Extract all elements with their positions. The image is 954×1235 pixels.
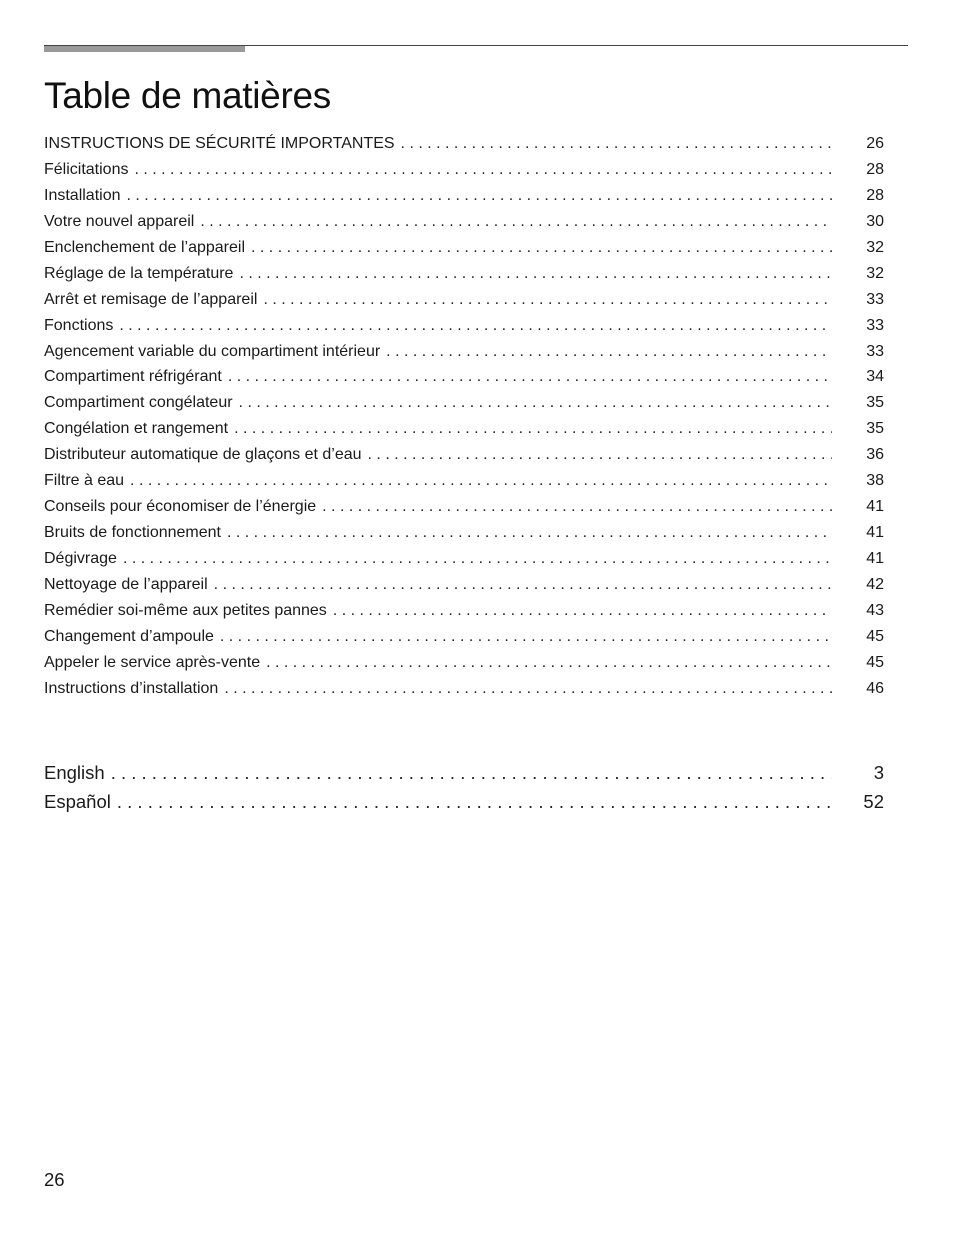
dot-leader: [117, 787, 832, 816]
language-entry[interactable]: [44, 787, 884, 816]
toc-entry-page: 33: [866, 290, 884, 308]
toc-entry-page: 32: [866, 238, 884, 256]
dot-leader: [119, 313, 832, 339]
toc-entry[interactable]: [44, 390, 884, 416]
toc-entry-page: 41: [866, 524, 884, 542]
toc-entry[interactable]: [44, 416, 884, 442]
dot-leader: [127, 183, 833, 209]
language-entry[interactable]: [44, 758, 884, 787]
toc-entry-label: Installation: [44, 186, 121, 204]
toc-entry[interactable]: [44, 287, 884, 313]
toc-entry[interactable]: [44, 676, 884, 702]
dot-leader: [227, 520, 832, 546]
toc-entry[interactable]: [44, 131, 884, 157]
toc-entry-page: 43: [866, 601, 884, 619]
toc-entry-page: 45: [866, 653, 884, 671]
language-entry-label: English: [44, 762, 105, 783]
toc-entry-page: 30: [866, 212, 884, 230]
toc-entry[interactable]: [44, 313, 884, 339]
dot-leader: [386, 339, 832, 365]
toc-entry[interactable]: [44, 364, 884, 390]
toc-entry-label: INSTRUCTIONS DE SÉCURITÉ IMPORTANTES: [44, 135, 395, 152]
toc-entry-label: Changement d’ampoule: [44, 627, 214, 645]
toc-entry[interactable]: [44, 339, 884, 365]
toc-entry[interactable]: [44, 468, 884, 494]
dot-leader: [220, 624, 832, 650]
dot-leader: [239, 261, 832, 287]
toc-entry-page: 46: [866, 679, 884, 697]
toc-entry-page: 32: [866, 264, 884, 282]
toc-entry-label: Félicitations: [44, 160, 129, 178]
toc-entry-page: 28: [866, 186, 884, 204]
dot-leader: [130, 468, 832, 494]
dot-leader: [263, 287, 832, 313]
dot-leader: [228, 364, 832, 390]
page-number: 26: [44, 1169, 65, 1190]
toc-entry-page: 35: [866, 394, 884, 412]
toc-entry-label: Réglage de la température: [44, 264, 234, 282]
toc-entry-page: 34: [866, 368, 884, 386]
toc-entry-label: Enclenchement de l’appareil: [44, 238, 246, 256]
toc-entry-page: 33: [866, 342, 884, 360]
dot-leader: [134, 157, 832, 183]
toc-entry[interactable]: [44, 157, 884, 183]
dot-leader: [333, 598, 832, 624]
toc-entry-page: 36: [866, 446, 884, 464]
toc-entry[interactable]: [44, 442, 884, 468]
table-of-contents: [44, 131, 884, 702]
dot-leader: [251, 235, 832, 261]
toc-entry[interactable]: [44, 209, 884, 235]
toc-entry[interactable]: [44, 183, 884, 209]
dot-leader: [266, 650, 832, 676]
dot-leader: [214, 572, 832, 598]
toc-entry-page: 35: [866, 420, 884, 438]
toc-entry-label: Distributeur automatique de glaçons et d’eau: [44, 446, 362, 464]
toc-entry-label: Congélation et rangement: [44, 420, 229, 438]
toc-entry-page: 38: [866, 472, 884, 490]
toc-entry-page: 42: [866, 575, 884, 593]
toc-entry-label: Nettoyage de l’appareil: [44, 575, 208, 593]
toc-entry-label: Arrêt et remisage de l’appareil: [44, 290, 258, 308]
toc-entry-label: Instructions d’installation: [44, 679, 219, 697]
header-accent-bar: [44, 46, 245, 52]
toc-entry[interactable]: [44, 624, 884, 650]
toc-entry-page: 41: [866, 550, 884, 567]
toc-entry[interactable]: [44, 546, 884, 572]
toc-entry-label: Dégivrage: [44, 550, 117, 567]
language-index: [44, 758, 884, 816]
dot-leader: [322, 494, 832, 520]
toc-entry[interactable]: [44, 650, 884, 676]
toc-entry[interactable]: [44, 235, 884, 261]
toc-entry-label: Conseils pour économiser de l’énergie: [44, 498, 317, 516]
toc-entry[interactable]: [44, 572, 884, 598]
toc-entry-label: Filtre à eau: [44, 472, 125, 490]
toc-entry-page: 28: [866, 160, 884, 178]
dot-leader: [401, 131, 832, 157]
toc-entry-page: 33: [866, 316, 884, 334]
dot-leader: [123, 546, 832, 572]
dot-leader: [200, 209, 832, 235]
toc-entry-label: Compartiment congélateur: [44, 394, 233, 412]
toc-entry-page: 41: [866, 498, 884, 516]
language-entry-page: 52: [863, 791, 884, 812]
toc-entry-label: Appeler le service après-vente: [44, 653, 261, 671]
dot-leader: [239, 390, 832, 416]
toc-entry-page: 26: [866, 135, 884, 152]
dot-leader: [224, 676, 832, 702]
language-entry-label: Español: [44, 791, 111, 812]
language-entry-page: 3: [873, 762, 884, 783]
toc-entry[interactable]: [44, 494, 884, 520]
toc-entry[interactable]: [44, 598, 884, 624]
toc-entry-label: Remédier soi-même aux petites pannes: [44, 601, 327, 619]
dot-leader: [234, 416, 832, 442]
toc-entry-label: Compartiment réfrigérant: [44, 368, 222, 386]
dot-leader: [111, 758, 832, 787]
page-title: Table de matières: [44, 75, 331, 116]
toc-entry[interactable]: [44, 261, 884, 287]
toc-entry-label: Votre nouvel appareil: [44, 212, 195, 230]
toc-entry-page: 45: [866, 627, 884, 645]
dot-leader: [368, 442, 832, 468]
toc-entry-label: Agencement variable du compartiment intérieur: [44, 342, 381, 360]
toc-entry-label: Bruits de fonctionnement: [44, 524, 221, 542]
toc-entry[interactable]: [44, 520, 884, 546]
toc-entry-label: Fonctions: [44, 316, 114, 334]
